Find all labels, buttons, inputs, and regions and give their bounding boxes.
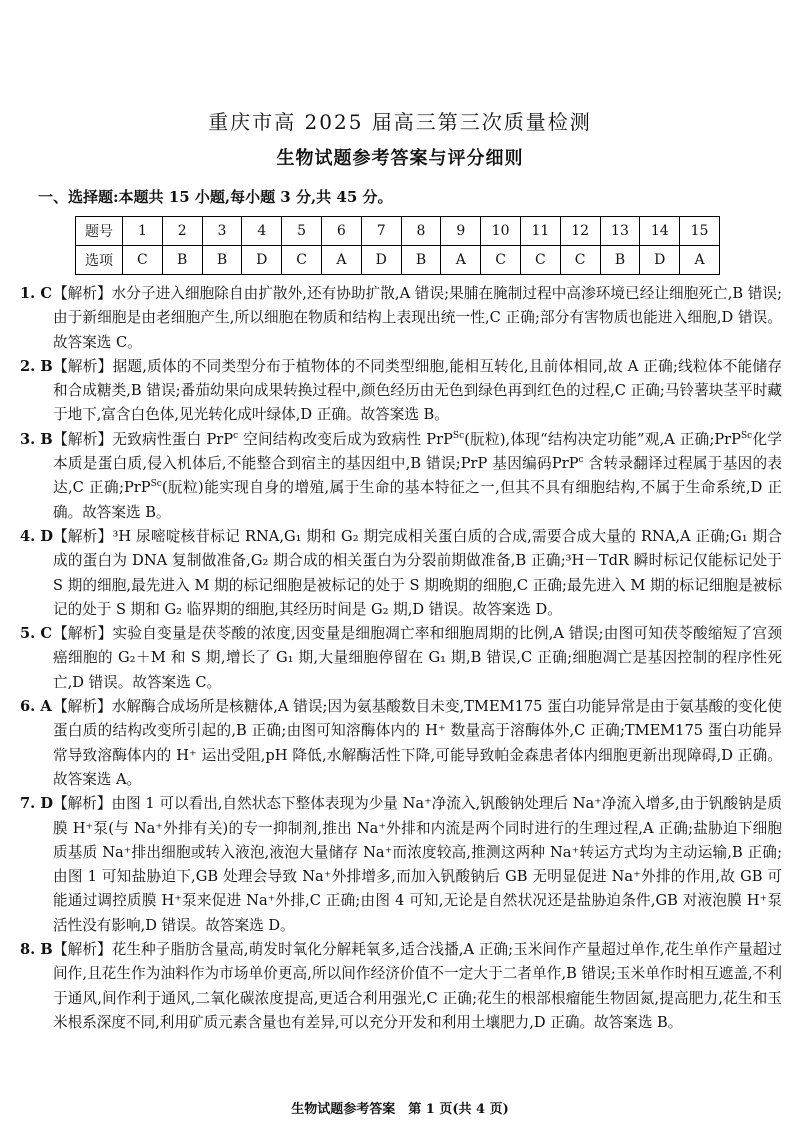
answer-explanation: [53, 622, 782, 695]
question-number-cell: 4: [242, 217, 282, 246]
explanation-text: 【解析】花生种子脂肪含量高,萌发时氧化分解耗氧多,适合浅播,A 正确;玉米间作产量超过单作,花生单作产量超过间作,且花生作为油料作为市场单价更高,所以间作经济价值不一定大于二者单作,B 错误;玉米单作时相互遮盖,不利于通风,间作利于通风,二氧化碳浓度提高,更适合利用强光,C 正确;花生的根部根瘤能生物固氮,提高肥力,花生和玉米根系深度不同,利用矿质元素含量也有差异,可以充分开发和利用土壤肥力,D 正确。故答案选 B。: [53, 941, 782, 1031]
question-number-cell: 10: [481, 217, 521, 246]
question-number-row: [76, 217, 720, 246]
option-cell: D: [242, 246, 282, 275]
explanation-text: 化学本质是蛋白质,侵入机体后,不能整合到宿主的基因组中,B 错误;PrP 基因编码PrP: [53, 430, 782, 473]
option-cell: C: [481, 246, 521, 275]
option-cell: A: [441, 246, 481, 275]
answer-item: [20, 282, 782, 355]
option-cell: D: [361, 246, 401, 275]
explanation-text: Sc: [452, 430, 465, 441]
option-cell: D: [640, 246, 680, 275]
option-cell: B: [202, 246, 242, 275]
option-cell: A: [680, 246, 720, 275]
page-title: 重庆市高 2025 届高三第三次质量检测: [208, 110, 592, 134]
answer-item: [20, 792, 782, 938]
explanation-text: 【解析】无致病性蛋白 PrP: [53, 430, 234, 448]
answer-explanation: [53, 355, 782, 428]
question-number-cell: 13: [600, 217, 640, 246]
explanation-text: 【解析】³H 尿嘧啶核苷标记 RNA,G₁ 期和 G₂ 期完成相关蛋白质的合成,需要合成大量的 RNA,A 正确;G₁ 期合成的蛋白为 DNA 复制做准备,G₂ 期合成的相关蛋白为分裂前期做准备,B 正确;³H－TdR 瞬时标记仅能标记处于 S 期的细胞,最先进入 M 期的标记细胞是被标记的处于 S 期晚期的细胞,C 正确;最先进入 M 期的标记细胞是被标记的处于 S 期和 G₂ 临界期的细胞,其经历时间是 G₂ 期,D 错误。故答案选 D。: [53, 527, 782, 618]
question-number-cell: 5: [282, 217, 322, 246]
answer-label: 7. D: [20, 795, 53, 813]
question-number-cell: 3: [202, 217, 242, 246]
answer-label: 5. C: [20, 625, 52, 643]
answer-label: 2. B: [20, 357, 53, 375]
question-number-cell: 1: [123, 217, 163, 246]
answer-explanation: [53, 695, 782, 792]
question-number-cell: 8: [401, 217, 441, 246]
answer-label: 6. A: [20, 698, 52, 716]
explanation-text: 【解析】水解酶合成场所是核糖体,A 错误;因为氨基酸数目未变,TMEM175 蛋白功能异常是由于氨基酸的变化使蛋白质的结构改变所引起的,B 正确;由图可知溶酶体内的 H⁺ 数量高于溶酶体外,C 正确;TMEM175 蛋白功能异常导致溶酶体内的 H⁺ 运出受阻,pH 降低,水解酶活性下降,可能导致帕金森患者体内细胞更新出现障碍,D 正确。故答案选 A。: [53, 698, 782, 788]
explanation-text: 【解析】由图 1 可以看出,自然状态下整体表现为少量 Na⁺净流入,钒酸钠处理后 Na⁺净流入增多,由于钒酸钠是质膜 H⁺泵(与 Na⁺外排有关)的专一抑制剂,推出 Na⁺外排和内流是两个同时进行的生理过程,A 正确;盐胁迫下细胞质基质 Na⁺排出细胞或转入液泡,液泡大量储存 Na⁺而浓度较高,推测这两种 Na⁺转运方式均为主动运输,B 正确;由图 1 可知盐胁迫下,GB 处理会导致 Na⁺外排增多,而加入钒酸钠后 GB 无明显促进 Na⁺外排的作用,故 GB 可能通过调控质膜 H⁺泵来促进 Na⁺外排,C 正确;由图 4 可知,无论是自然状况还是盐胁迫条件,GB 对液泡膜 H⁺泵活性没有影响,D 错误。故答案选 D。: [53, 795, 782, 934]
explanation-text: 空间结构改变后成为致病性 PrP: [238, 430, 453, 448]
answer-item: [20, 695, 782, 792]
row-label-option: 选项: [76, 246, 123, 275]
option-cell: C: [123, 246, 163, 275]
explanation-text: (朊粒),体现“结构决定功能”观,A 正确;PrP: [464, 430, 741, 448]
option-cell: B: [401, 246, 441, 275]
answer-explanation: [53, 938, 782, 1035]
answer-label: 1. C: [20, 285, 52, 302]
explanation-text: 【解析】实验自变量是茯苓酸的浓度,因变量是细胞凋亡率和细胞周期的比例,A 错误;由图可知茯苓酸缩短了宫颈癌细胞的 G₂＋M 和 S 期,增长了 G₁ 期,大量细胞停留在 G₁ 期,B 错误,C 正确;细胞凋亡是基因控制的程序性死亡,D 错误。故答案选 C。: [53, 625, 782, 691]
answer-label: 8. B: [20, 941, 53, 959]
row-label-number: 题号: [76, 217, 123, 246]
option-cell: C: [560, 246, 600, 275]
answer-label: 3. B: [20, 430, 53, 448]
question-number-cell: 11: [520, 217, 560, 246]
question-number-cell: 9: [441, 217, 481, 246]
option-cell: B: [162, 246, 202, 275]
explanation-text: Sc: [150, 479, 162, 490]
question-number-cell: 14: [640, 217, 680, 246]
answer-item: [20, 622, 782, 695]
answer-key-table: [75, 216, 720, 275]
answer-item: [20, 428, 782, 525]
explanation-text: 【解析】据题,质体的不同类型分布于植物体的不同类型细胞,能相互转化,且前体相同,故 A 正确;线粒体不能储存和合成糖类,B 错误;番茄幼果向成果转换过程中,颜色经历由无色到绿色再到红色的过程,C 正确;马铃薯块茎平时藏于地下,富含白色体,见光转化成叶绿体,D 正确。故答案选 B。: [53, 357, 782, 424]
answer-label: 4. D: [20, 527, 53, 545]
question-number-cell: 6: [321, 217, 361, 246]
section-heading: 一、选择题:本题共 15 小题,每小题 3 分,共 45 分。: [38, 188, 393, 206]
page-footer: 生物试题参考答案 第 1 页(共 4 页): [291, 1102, 509, 1117]
question-number-cell: 15: [680, 217, 720, 246]
option-cell: C: [282, 246, 322, 275]
explanation-text: c: [233, 430, 239, 441]
explanation-text: 含转录翻译过程属于基因的表达,C 正确;PrP: [53, 455, 782, 497]
answer-item: [20, 525, 782, 622]
answer-explanations: [20, 282, 782, 1035]
question-number-cell: 12: [560, 217, 600, 246]
answer-explanation: [53, 428, 782, 525]
answer-explanation: [53, 282, 782, 355]
explanation-text: 【解析】水分子进入细胞除自由扩散外,还有协助扩散,A 错误;果脯在腌制过程中高渗环境已经让细胞死亡,B 错误;由于新细胞是由老细胞产生,所以细胞在物质和结构上表现出统一性,C 正确;部分有害物质也能进入细胞,D 错误。故答案选 C。: [53, 285, 782, 351]
answer-item: [20, 938, 782, 1035]
question-number-cell: 2: [162, 217, 202, 246]
option-row: [76, 246, 720, 275]
explanation-text: Sc: [740, 430, 753, 441]
option-cell: A: [321, 246, 361, 275]
option-cell: C: [520, 246, 560, 275]
explanation-text: (朊粒)能实现自身的增殖,属于生命的基本特征之一,但其不具有细胞结构,不属于生命系统,D 正确。故答案选 B。: [53, 479, 782, 521]
answer-explanation: [53, 525, 782, 622]
answer-explanation: [53, 792, 782, 938]
question-number-cell: 7: [361, 217, 401, 246]
page-subtitle: 生物试题参考答案与评分细则: [276, 148, 524, 169]
explanation-text: c: [578, 455, 584, 466]
answer-item: [20, 355, 782, 428]
option-cell: B: [600, 246, 640, 275]
